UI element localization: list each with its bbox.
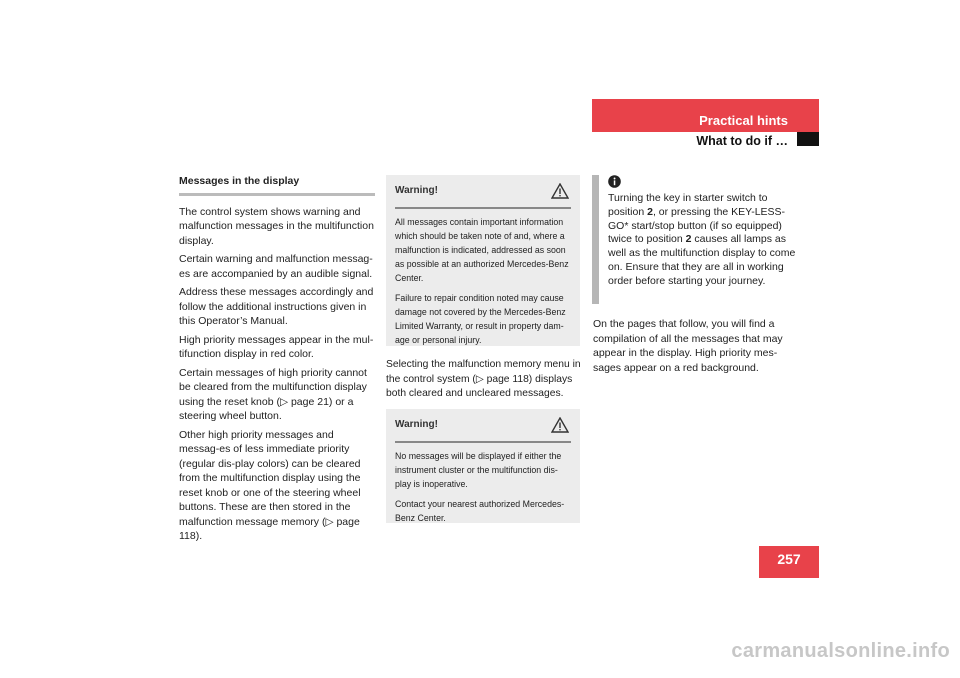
note-text: , or pressing the KEY-LESS-GO* start/stop button (if so equipped) twice to position [608, 205, 786, 246]
warning-text: Contact your nearest authorized Mercedes-Benz Center. [395, 499, 565, 523]
paragraph: High priority messages appear in the mul-tifunction display in red color. [179, 333, 374, 360]
warning-text: All messages contain important information which should be taken note of and, where a malfunction is indicated, addressed as soon as possible at an authorized Mercedes-Benz Center. [395, 217, 569, 283]
position-value: 2 [685, 233, 692, 246]
warning-text: Failure to repair condition noted may cause damage not covered by the Mercedes-Benz Limited Warranty, or result in property dam-age or personal injury. [395, 293, 566, 345]
paragraph: Certain warning and malfunction messag-es are accompanied by an audible signal. [179, 253, 373, 280]
warning-box [386, 175, 580, 346]
paragraph: The control system shows warning and malfunction messages in the multifunction display. [179, 205, 374, 247]
info-icon [608, 175, 621, 188]
paragraph: Certain messages of high priority cannot be cleared from the multifunction display using the reset knob (▷ page 21) or a steering wheel button. [179, 366, 367, 422]
warning-triangle-icon [551, 417, 569, 433]
page-number: 257 [759, 546, 819, 578]
column-compilation [593, 317, 793, 379]
paragraph: Other high priority messages and messag-es of less immediate priority (regular dis-play colors) can be cleared from the multifunction display using the reset knob or one of the steering wheel buttons. These are then stored in the malfunction message memory (▷ page 118). [179, 428, 361, 542]
info-note [592, 175, 798, 304]
warning-triangle-icon [551, 183, 569, 199]
column-messages [179, 174, 375, 548]
section-header [592, 99, 819, 132]
paragraph: On the pages that follow, you will find a compilation of all the messages that may appear in the display. High priority mes-sages appear on a red background. [593, 318, 783, 374]
warning-box [386, 409, 580, 523]
warning-header [395, 409, 571, 443]
section-heading: Messages in the display [179, 174, 375, 196]
note-text: causes all lamps as well as the multifunction display to come on. Ensure that they are all in working order before starting your journey. [608, 233, 796, 287]
subsection-title: What to do if … [696, 134, 788, 148]
header-marker [797, 132, 819, 146]
paragraph: Address these messages accordingly and follow the additional instructions given in this Operator’s Manual. [179, 286, 374, 327]
warning-label: Warning! [395, 185, 438, 196]
watermark: carmanualsonline.info [731, 640, 950, 662]
warning-header [395, 175, 571, 209]
warning-label: Warning! [395, 419, 438, 430]
column-malfunction-memory [386, 358, 586, 406]
position-value: 2 [647, 205, 653, 218]
warning-text: No messages will be displayed if either the instrument cluster or the multifunction dis-play is inoperative. [395, 451, 562, 489]
section-title: Practical hints [699, 113, 788, 128]
note-text: Turning the key in starter switch to position [608, 192, 768, 218]
paragraph: Selecting the malfunction memory menu in the control system (▷ page 118) displays both cleared and uncleared messages. [386, 359, 581, 399]
